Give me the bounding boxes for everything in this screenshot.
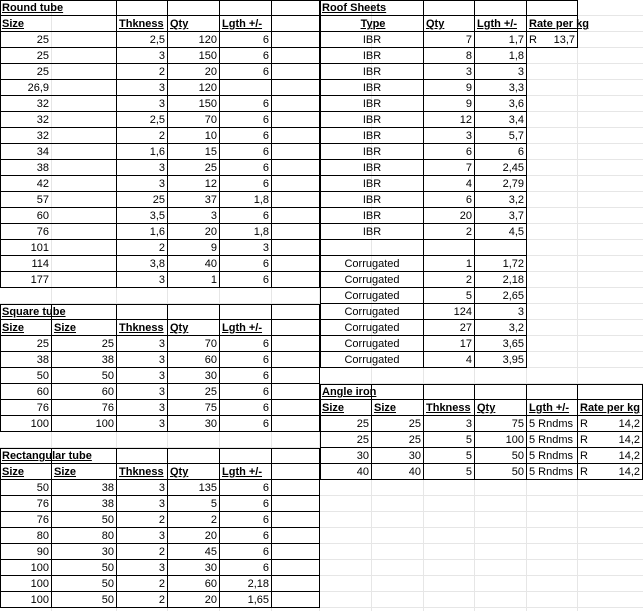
- cell-qty[interactable]: [424, 240, 475, 256]
- cell-length[interactable]: 5 Rndms: [529, 466, 574, 478]
- cell-type[interactable]: IBR: [362, 130, 382, 142]
- cell-length[interactable]: 2,18: [247, 578, 269, 590]
- cell-length[interactable]: 5 Rndms: [529, 418, 574, 430]
- cell-size[interactable]: 30: [101, 546, 114, 558]
- cell-length[interactable]: 3,4: [508, 114, 524, 126]
- header-length[interactable]: Lgth +/-: [222, 466, 263, 478]
- cell-length[interactable]: [475, 240, 527, 256]
- cell-qty[interactable]: 17: [459, 338, 472, 350]
- cell-thickness[interactable]: 2: [158, 594, 165, 606]
- cell-size[interactable]: 25: [101, 338, 114, 350]
- cell-length[interactable]: 1,8: [508, 50, 524, 62]
- header-type[interactable]: Type: [360, 18, 386, 30]
- cell-type[interactable]: Corrugated: [344, 322, 400, 334]
- cell-length[interactable]: 6: [262, 482, 269, 494]
- cell-thickness[interactable]: 1,6: [149, 146, 165, 158]
- cell-type[interactable]: IBR: [362, 114, 382, 126]
- cell-length[interactable]: 4,5: [508, 226, 524, 238]
- cell-size[interactable]: 60: [36, 386, 49, 398]
- cell-size[interactable]: 76: [36, 226, 49, 238]
- cell-thickness[interactable]: 3: [158, 178, 165, 190]
- cell-length[interactable]: 3,3: [508, 82, 524, 94]
- cell-qty[interactable]: 60: [204, 578, 217, 590]
- section-title-roof-sheets[interactable]: Roof Sheets: [322, 2, 387, 14]
- cell-length[interactable]: 3,2: [508, 194, 524, 206]
- cell-qty[interactable]: 124: [453, 306, 472, 318]
- cell-qty[interactable]: 2: [465, 274, 472, 286]
- cell-qty[interactable]: 25: [204, 386, 217, 398]
- cell-length[interactable]: 2,45: [502, 162, 524, 174]
- cell-type[interactable]: [320, 240, 424, 256]
- cell-qty[interactable]: 27: [459, 322, 472, 334]
- cell-type[interactable]: Corrugated: [344, 354, 400, 366]
- cell-qty[interactable]: 45: [204, 546, 217, 558]
- header-length[interactable]: Lgth +/-: [222, 18, 263, 30]
- cell-thickness[interactable]: 2: [158, 130, 165, 142]
- cell-length[interactable]: 3,2: [508, 322, 524, 334]
- cell-qty[interactable]: 50: [511, 450, 524, 462]
- cell-qty[interactable]: 60: [204, 354, 217, 366]
- cell-length[interactable]: 6: [262, 66, 269, 78]
- cell-qty[interactable]: 20: [204, 594, 217, 606]
- cell-thickness[interactable]: 3: [158, 402, 165, 414]
- cell-thickness[interactable]: 3: [158, 50, 165, 62]
- cell-type[interactable]: Corrugated: [344, 306, 400, 318]
- cell-length[interactable]: 6: [517, 146, 524, 158]
- cell-thickness[interactable]: 5: [465, 434, 472, 446]
- cell-qty[interactable]: 5: [465, 290, 472, 302]
- cell-thickness[interactable]: 3,8: [149, 258, 165, 270]
- cell-length[interactable]: 6: [262, 178, 269, 190]
- header-qty[interactable]: Qty: [426, 18, 445, 30]
- cell-type[interactable]: IBR: [362, 146, 382, 158]
- header-thickness[interactable]: Thkness: [119, 466, 164, 478]
- cell-qty[interactable]: 75: [204, 402, 217, 414]
- cell-qty[interactable]: 25: [204, 162, 217, 174]
- cell-size[interactable]: 25: [408, 418, 421, 430]
- cell-size[interactable]: 38: [101, 482, 114, 494]
- cell-length[interactable]: 6: [262, 514, 269, 526]
- header-rate-per-kg[interactable]: Rate per kg: [529, 18, 589, 30]
- cell-length[interactable]: 6: [262, 210, 269, 222]
- cell-thickness[interactable]: 3: [158, 274, 165, 286]
- header-length[interactable]: Lgth +/-: [222, 322, 263, 334]
- cell-size[interactable]: 76: [36, 514, 49, 526]
- cell-qty[interactable]: 15: [204, 146, 217, 158]
- cell-qty[interactable]: 135: [198, 482, 217, 494]
- cell-length[interactable]: 2,65: [502, 290, 524, 302]
- cell-size[interactable]: 38: [101, 498, 114, 510]
- cell-length[interactable]: [220, 80, 272, 96]
- cell-length[interactable]: 6: [262, 530, 269, 542]
- cell-qty[interactable]: 3: [210, 210, 217, 222]
- cell-thickness[interactable]: 3: [158, 482, 165, 494]
- cell-size[interactable]: 25: [36, 34, 49, 46]
- cell-thickness[interactable]: 3: [158, 418, 165, 430]
- cell-length[interactable]: 6: [262, 562, 269, 574]
- cell-qty[interactable]: 6: [465, 194, 472, 206]
- cell-size[interactable]: 57: [36, 194, 49, 206]
- cell-qty[interactable]: 20: [204, 530, 217, 542]
- cell-size[interactable]: 32: [36, 130, 49, 142]
- cell-qty[interactable]: 75: [511, 418, 524, 430]
- header-thickness[interactable]: Thkness: [119, 18, 164, 30]
- cell-size[interactable]: 90: [36, 546, 49, 558]
- cell-length[interactable]: 1,7: [508, 34, 524, 46]
- cell-thickness[interactable]: 3: [158, 562, 165, 574]
- header-size[interactable]: Size: [374, 402, 397, 414]
- cell-type[interactable]: Corrugated: [344, 290, 400, 302]
- cell-qty[interactable]: 1: [210, 274, 217, 286]
- cell-size[interactable]: 40: [356, 466, 369, 478]
- cell-size[interactable]: 80: [36, 530, 49, 542]
- cell-size[interactable]: 100: [95, 418, 114, 430]
- cell-qty[interactable]: 30: [204, 562, 217, 574]
- cell-length[interactable]: 6: [262, 98, 269, 110]
- cell-thickness[interactable]: 3: [158, 98, 165, 110]
- cell-size[interactable]: 25: [408, 434, 421, 446]
- cell-qty[interactable]: 20: [204, 226, 217, 238]
- cell-rate-currency[interactable]: R: [580, 450, 588, 462]
- cell-qty[interactable]: 5: [210, 498, 217, 510]
- cell-type[interactable]: IBR: [362, 226, 382, 238]
- cell-size[interactable]: 25: [36, 66, 49, 78]
- header-thickness[interactable]: Thkness: [119, 322, 164, 334]
- cell-length[interactable]: 6: [262, 162, 269, 174]
- cell-size[interactable]: 100: [30, 418, 49, 430]
- cell-qty[interactable]: 9: [465, 98, 472, 110]
- cell-length[interactable]: 1,65: [247, 594, 269, 606]
- cell-qty[interactable]: 70: [204, 338, 217, 350]
- cell-size[interactable]: 25: [36, 338, 49, 350]
- cell-thickness[interactable]: 3: [158, 162, 165, 174]
- cell-qty[interactable]: 2: [210, 514, 217, 526]
- cell-size[interactable]: 50: [101, 594, 114, 606]
- cell-type[interactable]: IBR: [362, 210, 382, 222]
- section-title-square-tube[interactable]: Square tube: [2, 306, 66, 318]
- cell-qty[interactable]: 12: [459, 114, 472, 126]
- cell-qty[interactable]: 50: [511, 466, 524, 478]
- gridline-vertical: [577, 0, 578, 611]
- header-size[interactable]: Size: [322, 402, 345, 414]
- cell-length[interactable]: 5,7: [508, 130, 524, 142]
- cell-qty[interactable]: 9: [465, 82, 472, 94]
- cell-rate-value[interactable]: 13,7: [553, 34, 575, 46]
- cell-thickness[interactable]: 2,5: [149, 114, 165, 126]
- cell-length[interactable]: 6: [262, 354, 269, 366]
- cell-type[interactable]: Corrugated: [344, 274, 400, 286]
- cell-thickness[interactable]: 3,5: [149, 210, 165, 222]
- cell-size[interactable]: 114: [31, 258, 49, 270]
- cell-size[interactable]: 26,9: [27, 82, 49, 94]
- header-length[interactable]: Lgth +/-: [477, 18, 518, 30]
- cell-size[interactable]: 25: [356, 418, 369, 430]
- cell-qty[interactable]: 4: [465, 354, 472, 366]
- cell-size[interactable]: 50: [36, 482, 49, 494]
- cell-size[interactable]: 38: [101, 354, 114, 366]
- cell-qty[interactable]: 2: [465, 226, 472, 238]
- cell-qty[interactable]: 10: [204, 130, 217, 142]
- section-title-angle-iron[interactable]: Angle iron: [322, 386, 377, 398]
- header-size[interactable]: Size: [54, 322, 77, 334]
- cell-size[interactable]: 100: [30, 562, 49, 574]
- cell-thickness[interactable]: 2: [158, 66, 165, 78]
- cell-thickness[interactable]: 3: [158, 82, 165, 94]
- cell-length[interactable]: 6: [262, 370, 269, 382]
- cell-size[interactable]: 32: [36, 114, 49, 126]
- cell-qty[interactable]: 12: [204, 178, 217, 190]
- cell-qty[interactable]: 70: [204, 114, 217, 126]
- cell-size[interactable]: 50: [101, 370, 114, 382]
- cell-qty[interactable]: 6: [465, 146, 472, 158]
- cell-thickness[interactable]: 1,6: [149, 226, 165, 238]
- cell-thickness[interactable]: 2: [158, 546, 165, 558]
- cell-length[interactable]: 6: [262, 274, 269, 286]
- cell-type[interactable]: Corrugated: [344, 258, 400, 270]
- cell-qty[interactable]: 1: [465, 258, 472, 270]
- cell-thickness[interactable]: 2: [158, 578, 165, 590]
- header-rate-per-kg[interactable]: Rate per kg: [580, 402, 640, 414]
- cell-qty[interactable]: 30: [204, 418, 217, 430]
- cell-length[interactable]: 3,7: [508, 210, 524, 222]
- cell-size[interactable]: 50: [36, 370, 49, 382]
- table-border-horizontal: [527, 0, 578, 1]
- cell-thickness[interactable]: 5: [465, 466, 472, 478]
- cell-qty[interactable]: 3: [465, 66, 472, 78]
- header-qty[interactable]: Qty: [477, 402, 496, 414]
- cell-rate-currency[interactable]: R: [580, 418, 588, 430]
- cell-rate-currency[interactable]: R: [580, 434, 588, 446]
- cell-length[interactable]: 6: [262, 146, 269, 158]
- cell-qty[interactable]: 20: [204, 66, 217, 78]
- cell-qty[interactable]: 120: [198, 34, 217, 46]
- section-title-rectangular-tube[interactable]: Rectangular tube: [2, 450, 92, 462]
- cell-qty[interactable]: 40: [204, 258, 217, 270]
- cell-type[interactable]: Corrugated: [344, 338, 400, 350]
- cell-length[interactable]: 6: [262, 114, 269, 126]
- cell-size[interactable]: 25: [356, 434, 369, 446]
- cell-size[interactable]: 101: [30, 242, 49, 254]
- cell-length[interactable]: 1,8: [253, 194, 269, 206]
- cell-length[interactable]: 6: [262, 130, 269, 142]
- cell-length[interactable]: 3: [517, 306, 524, 318]
- cell-type[interactable]: IBR: [362, 194, 382, 206]
- cell-size[interactable]: 80: [101, 530, 114, 542]
- cell-length[interactable]: 1,72: [502, 258, 524, 270]
- cell-size[interactable]: 30: [408, 450, 421, 462]
- cell-length[interactable]: 3,6: [508, 98, 524, 110]
- cell-length[interactable]: 6: [262, 546, 269, 558]
- cell-size[interactable]: 42: [36, 178, 49, 190]
- cell-rate-value[interactable]: 14,2: [618, 434, 640, 446]
- cell-size[interactable]: 40: [408, 466, 421, 478]
- cell-size[interactable]: 38: [36, 354, 49, 366]
- cell-length[interactable]: 6: [262, 402, 269, 414]
- cell-qty[interactable]: 120: [198, 82, 217, 94]
- cell-size[interactable]: 38: [36, 162, 49, 174]
- cell-qty[interactable]: 37: [204, 194, 217, 206]
- header-length[interactable]: Lgth +/-: [529, 402, 570, 414]
- cell-type[interactable]: IBR: [362, 82, 382, 94]
- cell-thickness[interactable]: 2: [158, 242, 165, 254]
- cell-qty[interactable]: 30: [204, 370, 217, 382]
- cell-size[interactable]: 76: [101, 402, 114, 414]
- cell-rate-value[interactable]: 14,2: [618, 450, 640, 462]
- cell-thickness[interactable]: 3: [158, 354, 165, 366]
- cell-qty[interactable]: 150: [198, 98, 217, 110]
- cell-size[interactable]: 50: [101, 578, 114, 590]
- section-title-round-tube[interactable]: Round tube: [2, 2, 64, 14]
- cell-size[interactable]: 50: [101, 514, 114, 526]
- cell-size[interactable]: 32: [36, 98, 49, 110]
- cell-length[interactable]: 2,18: [502, 274, 524, 286]
- cell-length[interactable]: 3,65: [502, 338, 524, 350]
- cell-length[interactable]: 6: [262, 50, 269, 62]
- cell-qty[interactable]: 9: [210, 242, 217, 254]
- cell-thickness[interactable]: 3: [158, 498, 165, 510]
- cell-size[interactable]: 100: [30, 578, 49, 590]
- cell-size[interactable]: 34: [36, 146, 49, 158]
- cell-thickness[interactable]: 3: [158, 370, 165, 382]
- cell-length[interactable]: 5 Rndms: [529, 450, 574, 462]
- cell-length[interactable]: 3: [517, 66, 524, 78]
- cell-thickness[interactable]: 3: [158, 530, 165, 542]
- cell-size[interactable]: 100: [30, 594, 49, 606]
- cell-size[interactable]: 60: [101, 386, 114, 398]
- cell-thickness[interactable]: 25: [152, 194, 165, 206]
- cell-qty[interactable]: 150: [198, 50, 217, 62]
- cell-length[interactable]: 6: [262, 498, 269, 510]
- cell-length[interactable]: 6: [262, 34, 269, 46]
- cell-length[interactable]: 6: [262, 338, 269, 350]
- cell-size[interactable]: 76: [36, 498, 49, 510]
- cell-thickness[interactable]: 3: [158, 338, 165, 350]
- cell-length[interactable]: 6: [262, 418, 269, 430]
- cell-qty[interactable]: 7: [465, 34, 472, 46]
- cell-type[interactable]: IBR: [362, 98, 382, 110]
- cell-rate-currency[interactable]: R: [529, 34, 537, 46]
- header-size[interactable]: Size: [2, 466, 25, 478]
- header-size[interactable]: Size: [2, 322, 25, 334]
- cell-length[interactable]: 6: [262, 386, 269, 398]
- cell-type[interactable]: IBR: [362, 66, 382, 78]
- cell-length[interactable]: 1,8: [253, 226, 269, 238]
- cell-type[interactable]: IBR: [362, 50, 382, 62]
- header-qty[interactable]: Qty: [170, 466, 189, 478]
- cell-thickness[interactable]: 3: [465, 418, 472, 430]
- cell-type[interactable]: IBR: [362, 178, 382, 190]
- cell-size[interactable]: 50: [101, 562, 114, 574]
- header-size[interactable]: Size: [2, 18, 25, 30]
- cell-type[interactable]: IBR: [362, 162, 382, 174]
- cell-qty[interactable]: 4: [465, 178, 472, 190]
- header-size[interactable]: Size: [54, 466, 77, 478]
- cell-size[interactable]: 60: [36, 210, 49, 222]
- cell-size[interactable]: 76: [36, 402, 49, 414]
- cell-size[interactable]: 177: [30, 274, 49, 286]
- cell-length[interactable]: 3,95: [502, 354, 524, 366]
- header-thickness[interactable]: Thkness: [426, 402, 471, 414]
- cell-qty[interactable]: 7: [465, 162, 472, 174]
- cell-type[interactable]: IBR: [362, 34, 382, 46]
- cell-rate-value[interactable]: 14,2: [618, 466, 640, 478]
- cell-length[interactable]: 6: [262, 258, 269, 270]
- cell-thickness[interactable]: 2,5: [149, 34, 165, 46]
- header-qty[interactable]: Qty: [170, 322, 189, 334]
- cell-qty[interactable]: 8: [465, 50, 472, 62]
- cell-thickness[interactable]: 5: [465, 450, 472, 462]
- header-qty[interactable]: Qty: [170, 18, 189, 30]
- cell-length[interactable]: 3: [262, 242, 269, 254]
- cell-length[interactable]: 5 Rndms: [529, 434, 574, 446]
- cell-size[interactable]: 25: [36, 50, 49, 62]
- cell-thickness[interactable]: 2: [158, 514, 165, 526]
- cell-qty[interactable]: 3: [465, 130, 472, 142]
- cell-thickness[interactable]: 3: [158, 386, 165, 398]
- cell-rate-currency[interactable]: R: [580, 466, 588, 478]
- cell-rate-value[interactable]: 14,2: [618, 418, 640, 430]
- cell-qty[interactable]: 20: [459, 210, 472, 222]
- cell-qty[interactable]: 100: [505, 434, 524, 446]
- cell-length[interactable]: 2,79: [502, 178, 524, 190]
- cell-size[interactable]: 30: [356, 450, 369, 462]
